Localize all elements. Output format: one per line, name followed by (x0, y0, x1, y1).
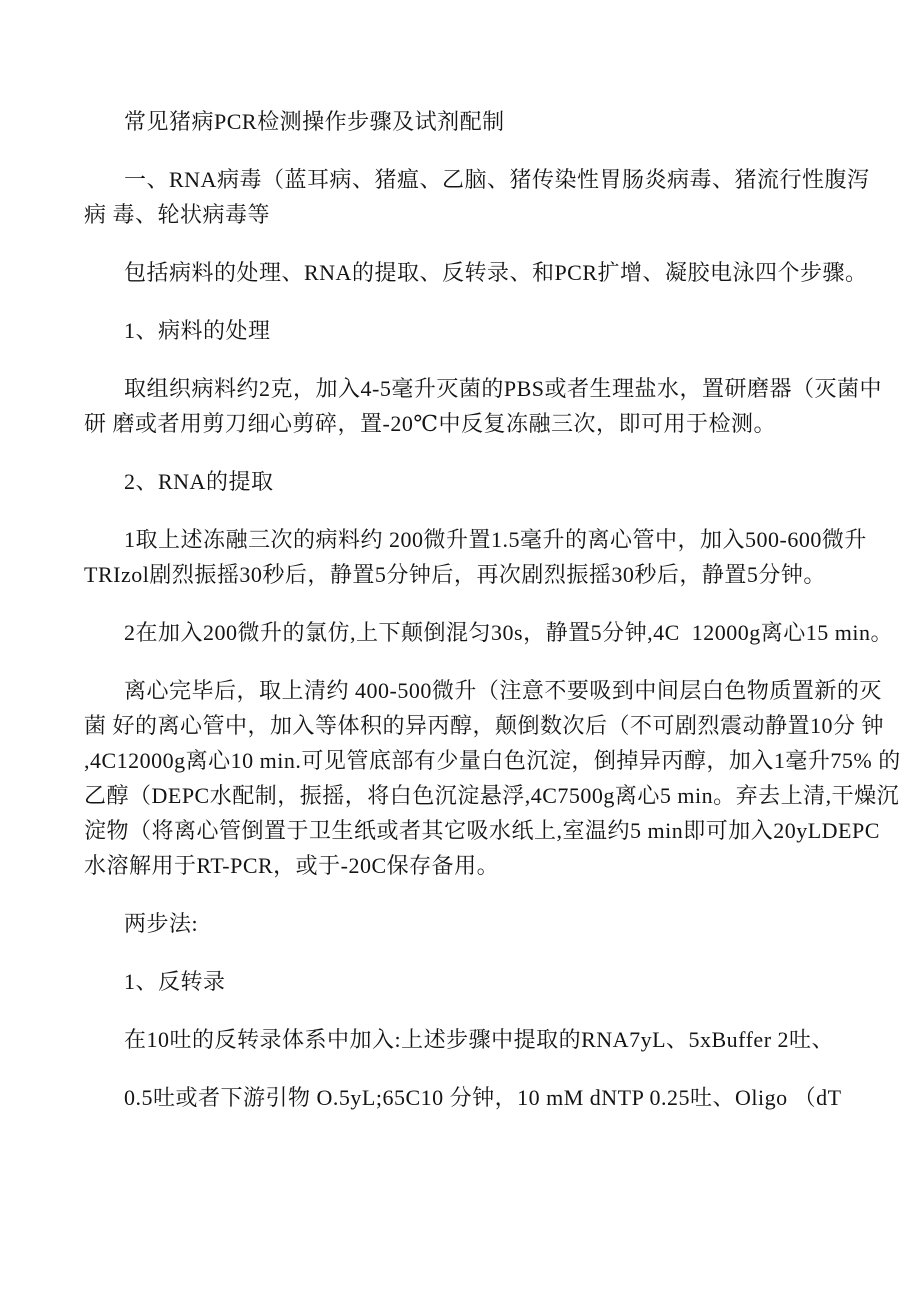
text-line: 菌 好的离心管中，加入等体积的异丙醇，颠倒数次后（不可剧烈震动静置10分 钟 (84, 713, 885, 738)
doc-title (84, 104, 840, 139)
text-line: 研 磨或者用剪刀细心剪碎，置-20℃中反复冻融三次，即可用于检测。 (84, 411, 776, 436)
document-body (84, 104, 901, 1138)
text-line: 在10吐的反转录体系中加入:上述步骤中提取的RNA7yL、5xBuffer 2吐、 (124, 1027, 835, 1052)
paragraph (84, 1080, 840, 1115)
text-line: 2、RNA的提取 (124, 469, 274, 494)
text-line: 0.5吐或者下游引物 O.5yL;65C10 分钟，10 mM dNTP 0.25吐、Oligo （dT (124, 1085, 842, 1110)
text-line: 病 毒、轮状病毒等 (84, 202, 271, 227)
paragraph (84, 255, 868, 290)
text-line: TRIzol剧烈振摇30秒后，静置5分钟后，再次剧烈振摇30秒后，静置5分钟。 (84, 562, 826, 587)
text-line: 1、反转录 (124, 969, 226, 994)
text-line: 淀物（将离心管倒置于卫生纸或者其它吸水纸上,室温约5 min即可加入20yLDEPC (84, 818, 880, 843)
paragraph (84, 522, 867, 592)
text-line: 1、病料的处理 (124, 318, 271, 343)
paragraph (84, 313, 840, 348)
paragraph (84, 906, 840, 941)
text-line: 1取上述冻融三次的病料约 200微升置1.5毫升的离心管中，加入500-600微升 (124, 527, 867, 552)
paragraph (84, 615, 893, 650)
text-line: ,4C12000g离心10 min.可见管底部有少量白色沉淀，倒掉异丙醇，加入1毫升75% 的 (84, 748, 901, 773)
paragraph (84, 464, 840, 499)
doc-title-line: 常见猪病PCR检测操作步骤及试剂配制 (124, 109, 505, 134)
paragraph (84, 162, 870, 232)
text-line: 取组织病料约2克，加入4-5毫升灭菌的PBS或者生理盐水，置研磨器（灭菌中 (124, 376, 882, 401)
text-line: 包括病料的处理、RNA的提取、反转录、和PCR扩增、凝胶电泳四个步骤。 (124, 260, 868, 285)
paragraph (84, 673, 901, 883)
text-line: 离心完毕后，取上清约 400-500微升（注意不要吸到中间层白色物质置新的灭 (124, 678, 882, 703)
paragraph (84, 1022, 840, 1057)
text-line: 2在加入200微升的氯仿,上下颠倒混匀30s，静置5分钟,4C 12000g离心15 min。 (124, 620, 893, 645)
text-line: 水溶解用于RT-PCR，或于-20C保存备用。 (84, 853, 500, 878)
paragraph (84, 964, 840, 999)
text-line: 乙醇（DEPC水配制，振摇，将白色沉淀悬浮,4C7500g离心5 min。弃去上清,干燥沉 (84, 783, 900, 808)
text-line: 两步法: (124, 911, 199, 936)
paragraph (84, 371, 882, 441)
text-line: 一、RNA病毒（蓝耳病、猪瘟、乙脑、猪传染性胃肠炎病毒、猪流行性腹泻 (124, 167, 870, 192)
